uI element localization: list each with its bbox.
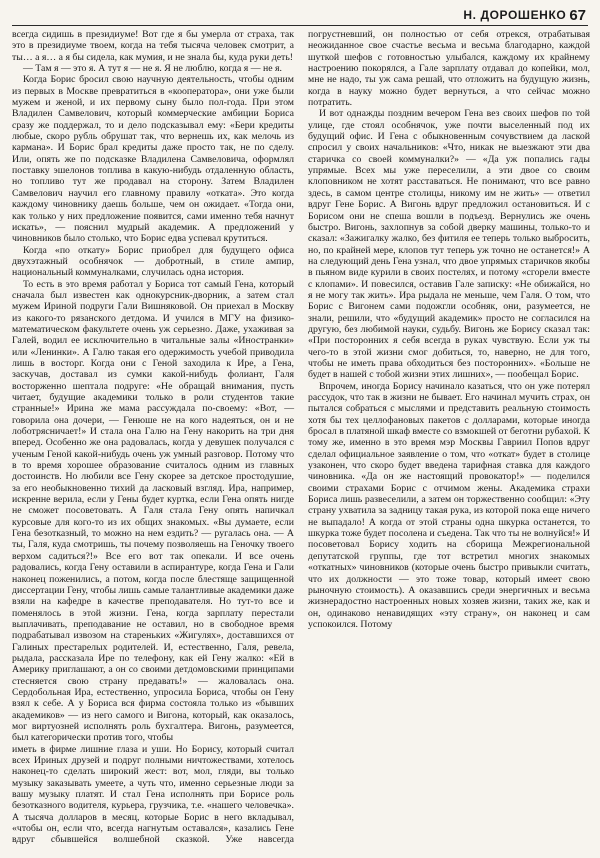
paragraph: иметь в фирме лишние глаза и уши. Но Борису, который считал всех Ириных друзей и подруг полными ничтожествами, хотелось наконец-то сделать широкий жест: вот, мол, гляди, вы только музыку заказывать умеете, а чуть что, именно серьезные люди за вашу музыку платят. И стал Гена исполнять при Борисе роль безотказного водителя, курьера, грузчика, т.е. «нашего человечка». А тысяча долларов в месяц, которые Борис в него вкладывал, «чтобы он, если что, всегда нагнутым оставался», казались Гене вдруг сбывшейся волшебной сказкой. Уже навсегда погрустневший, он полностью от себя отрекся, отрабатывая неожиданное свое счастье весьма и весьма благодарно, каждой шуткой шефов с готовностью улыбался, каждому их крайнему настроению покорялся, а Гале зарплату отдавал до копейки, мол, мне не надо, ты уж сама решай, что отложить на будущую жизнь, когда в науку можно будет вернуться, а что сейчас можно потратить. xyxy=(12,29,590,846)
page-number: 67 xyxy=(569,6,586,24)
paragraph: Когда Борис бросил свою научную деятельность, чтобы одним из первых в Москве превратиться в «кооператора», они уже были мужем и женой, и их первому сыну было пол-года. При этом Владилен Самвелович, который коммерческие амбиции Бориса сразу же поддержал, то и дело подсказывал ему: «Бери кредиты любые, скоро рубль обрушат так, что вернешь их, как мелочь из кармана». И Борис брал кредиты даже просто так, не по сделу. Или, опять же по подсказке Владилена Самвеловича, оформлял поставку эшелонов топлива в какую-нибудь отдаленную область, но топливо тут же продавал на сторону. Затем Владилен Самвелович научил его главному правилу «отката». Это когда каждому чиновнику даешь больше, чем он ожидает. «Тогда они, как только у них предложение появится, сами именно тебя начнут искать», — пояснил мудрый академик. А предложений у чиновников было столько, что Борис едва успевал крутиться. xyxy=(12,74,294,245)
paragraph: Когда «по откату» Борис приобрел для будущего офиса двухэтажный особнячок — добротный, в стиле ампир, национальный коммуналками, случилась одна история. xyxy=(12,244,294,279)
paragraph: И вот однажды поздним вечером Гена вез своих шефов по той улице, где стоял особнячок, уже почти выселенный под их будущий офис. И Гена с обыкновенным сочувствием да лаской спросил у своих начальников: «Что, никак не выезжают эти два старичка со своей коммуналки?» — «Да уж попались гады упрямые. Всех мы уже переселили, а эти двое со своим клоповником не хотят расставаться. Не понимают, что все равно здесь, в самом центре столицы, никому им не жить» — ответил вдруг Гене Борис. А Вигонь вдруг предложил остановиться. И с Борисом они не спеша вошли в подъезд. Вернулись же очень быстро. Вигонь, захлопнув за собой дверку машины, только-то и сказал: «Зажигалку жалко, без фитиля ее теперь только выбросить, но, по крайней мере, клопов тут теперь уж точно не останется!» А на следующий день Гена узнал, что двое упрямых старичков якобы в пьяном виде курили в своих постелях, и потому «сгорели вместе с клопами». И повесился, оставив Гале записку: «Не обижайся, но я не могу так жить». Ира рыдала не меньше, чем Галя. О том, что Борис с Вигонем сами подожгли особняк, они, разумеется, не знали, решили, что «будущий академик» просто не согласился на другую, без любимой науки, судьбу. Вигонь же Борису сказал так: «При посторонних я себя всегда в руках чувствую. Если уж ты чего-то в этой жизни смог добиться, то, наверно, не для того, чтобы не иметь права обходиться без посторонних». «Больше не будет в нашей с тобой жизни этих лишних», — пообещал Борис. xyxy=(308,108,590,381)
paragraph: Впрочем, иногда Борису начинало казаться, что он уже потерял рассудок, что так в жизни не бывает. Его начинал мучить страх, он пытался собраться с мыслями и представить реальную стоимость хотя бы тех целлофановых пакетов с долларами, которые иногда бросал в платяной шкаф вместе со взмокшей от беготни рубахой. К тому же, именно в это время мэр Москвы Гавриил Попов вдруг сделал официальное заявление о том, что «откат» будет в столице узаконен, что скоро будет введена тарифная ставка для каждого чиновника. «Да он же настоящий провокатор!» — поделился своими страхами Борис с отчимом жены. Академика страхи Бориса лишь развеселили, а затем он торжественно сообщил: «Эту страну ухватила за задницу такая рука, из которой пока еще ничего не выпадало! А когда от этой страны одна шкурка останется, то шкурка тоже будет посолена и съедена. Так что ты не волнуйся!» И посоветовал Борису ходить на сборища Межрегиональной депутатской группы, где тот встретил многих знакомых «откатных» чиновников (которые очень быстро привыкли считать, что их должности — это тоже товар, который имеет свою рыночную стоимость). А оказавшись среди энергичных и весьма жизнерадостно настроенных новых хозяев жизни, таких же, как и он, одинаково ненавидящих «эту страну», он наконец и сам успокоился. Потому xyxy=(308,380,590,630)
paragraph: всегда сидишь в президиуме! Вот где я бы умерла от страха, так это в президиуме твоем, когда на тебя тысяча человек смотрит, а ты… а я… а я бы сидела, как мумия, и не знала бы, куда руки деть! xyxy=(12,29,294,63)
author-name: Н. ДОРОШЕНКО xyxy=(463,8,567,22)
paragraph: — Там я — это я. А тут я — не я. Я не люблю, когда я — не я. xyxy=(23,63,282,75)
paragraph: То есть в это время работал у Бориса тот самый Гена, который сначала был известен как однокурсник-дворник, а затем стал мужем Ириной подруги Гали Вишняковой. Он приехал в Москву из какого-то рязанского детдома. И учился в МГУ на физико-математическом факультете очень уж серьезно. Даже, ухаживая за Галей, водил ее исключительно в читальные залы «Иностранки» или «Ленинки». А Галю такая его одержимость учебой приводила лишь в восторг. Когда они с Геной заходила к Ире, а Гена, заскучав, доставал из сумки какой-нибудь фолиант, Галя восторженно шептала подруге: «Не обращай внимания, пусть читает, будущие академики только в роли студентов такие странные!» Ирина же мама рассуждала по-своему: «Вот, — говорила она дочери, — Генюше не на кого надеяться, он и не лоботрясничает!» И стала она Галю на Гену накорить на три дня вперед. Особенно же она радовалась, когда у девушек получался с ученым Геной какой-нибудь очень уж умный разговор. Потому что в то время хорошее образование считалось одним из главных достоинств. Но любили все Гену скорее за детское простодушие, за его необыкновенно тихий да ласковый взгляд. Ира, например, искренне верила, если у Гены будет куртка, если Гена опять нигде не сможет посоветовать. А Галя стала Гену опять напичкал курсовые для кого-то из их общих знакомых. «Вы думаете, если Гена безотказный, то можно на нем ездить? — ругалась она. — А ты, Галя, куда смотришь, ты почему позволяешь на Геночку твоего верхом садиться?!» Все его вот так опекали. И все очень радовались, когда Гену оставили в аспирантуре, когда Гена и Гали наконец поженились, а потом, когда после блестяще защищенной диссертации Гену, чтобы лишь самые талантливые академики даже взяли на кафедре в качестве преподавателя. Но тут-то все и поменялось в этой жизни. Гена, когда зарплату перестали выплачивать, преподавание не оставил, но в свободное время подрабатывал извозом на стареньких «Жигулях», доставшихся от Галиных престарелых родителей. И, естественно, Галя, ревела, рыдала, рассказала Ире по телефону, как ей Гену жалко: «Ей в Америку приглашают, а он со своими детдомовскими принципами стесняется свою страну предавать!» — жаловалась она. Сердобольная Ира, естественно, упросила Бориса, чтобы он Гену взял к себе. А у Бориса вся фирма состояла только из «бывших академиков» — из него самого и Вигона, который, как оказалось, мог виртуозней исполнять роль бухгалтера. Вигонь, разумеется, был категорически против того, чтобы xyxy=(12,278,294,744)
running-head xyxy=(463,6,586,24)
article-body xyxy=(12,29,590,853)
header-rule xyxy=(12,25,588,26)
